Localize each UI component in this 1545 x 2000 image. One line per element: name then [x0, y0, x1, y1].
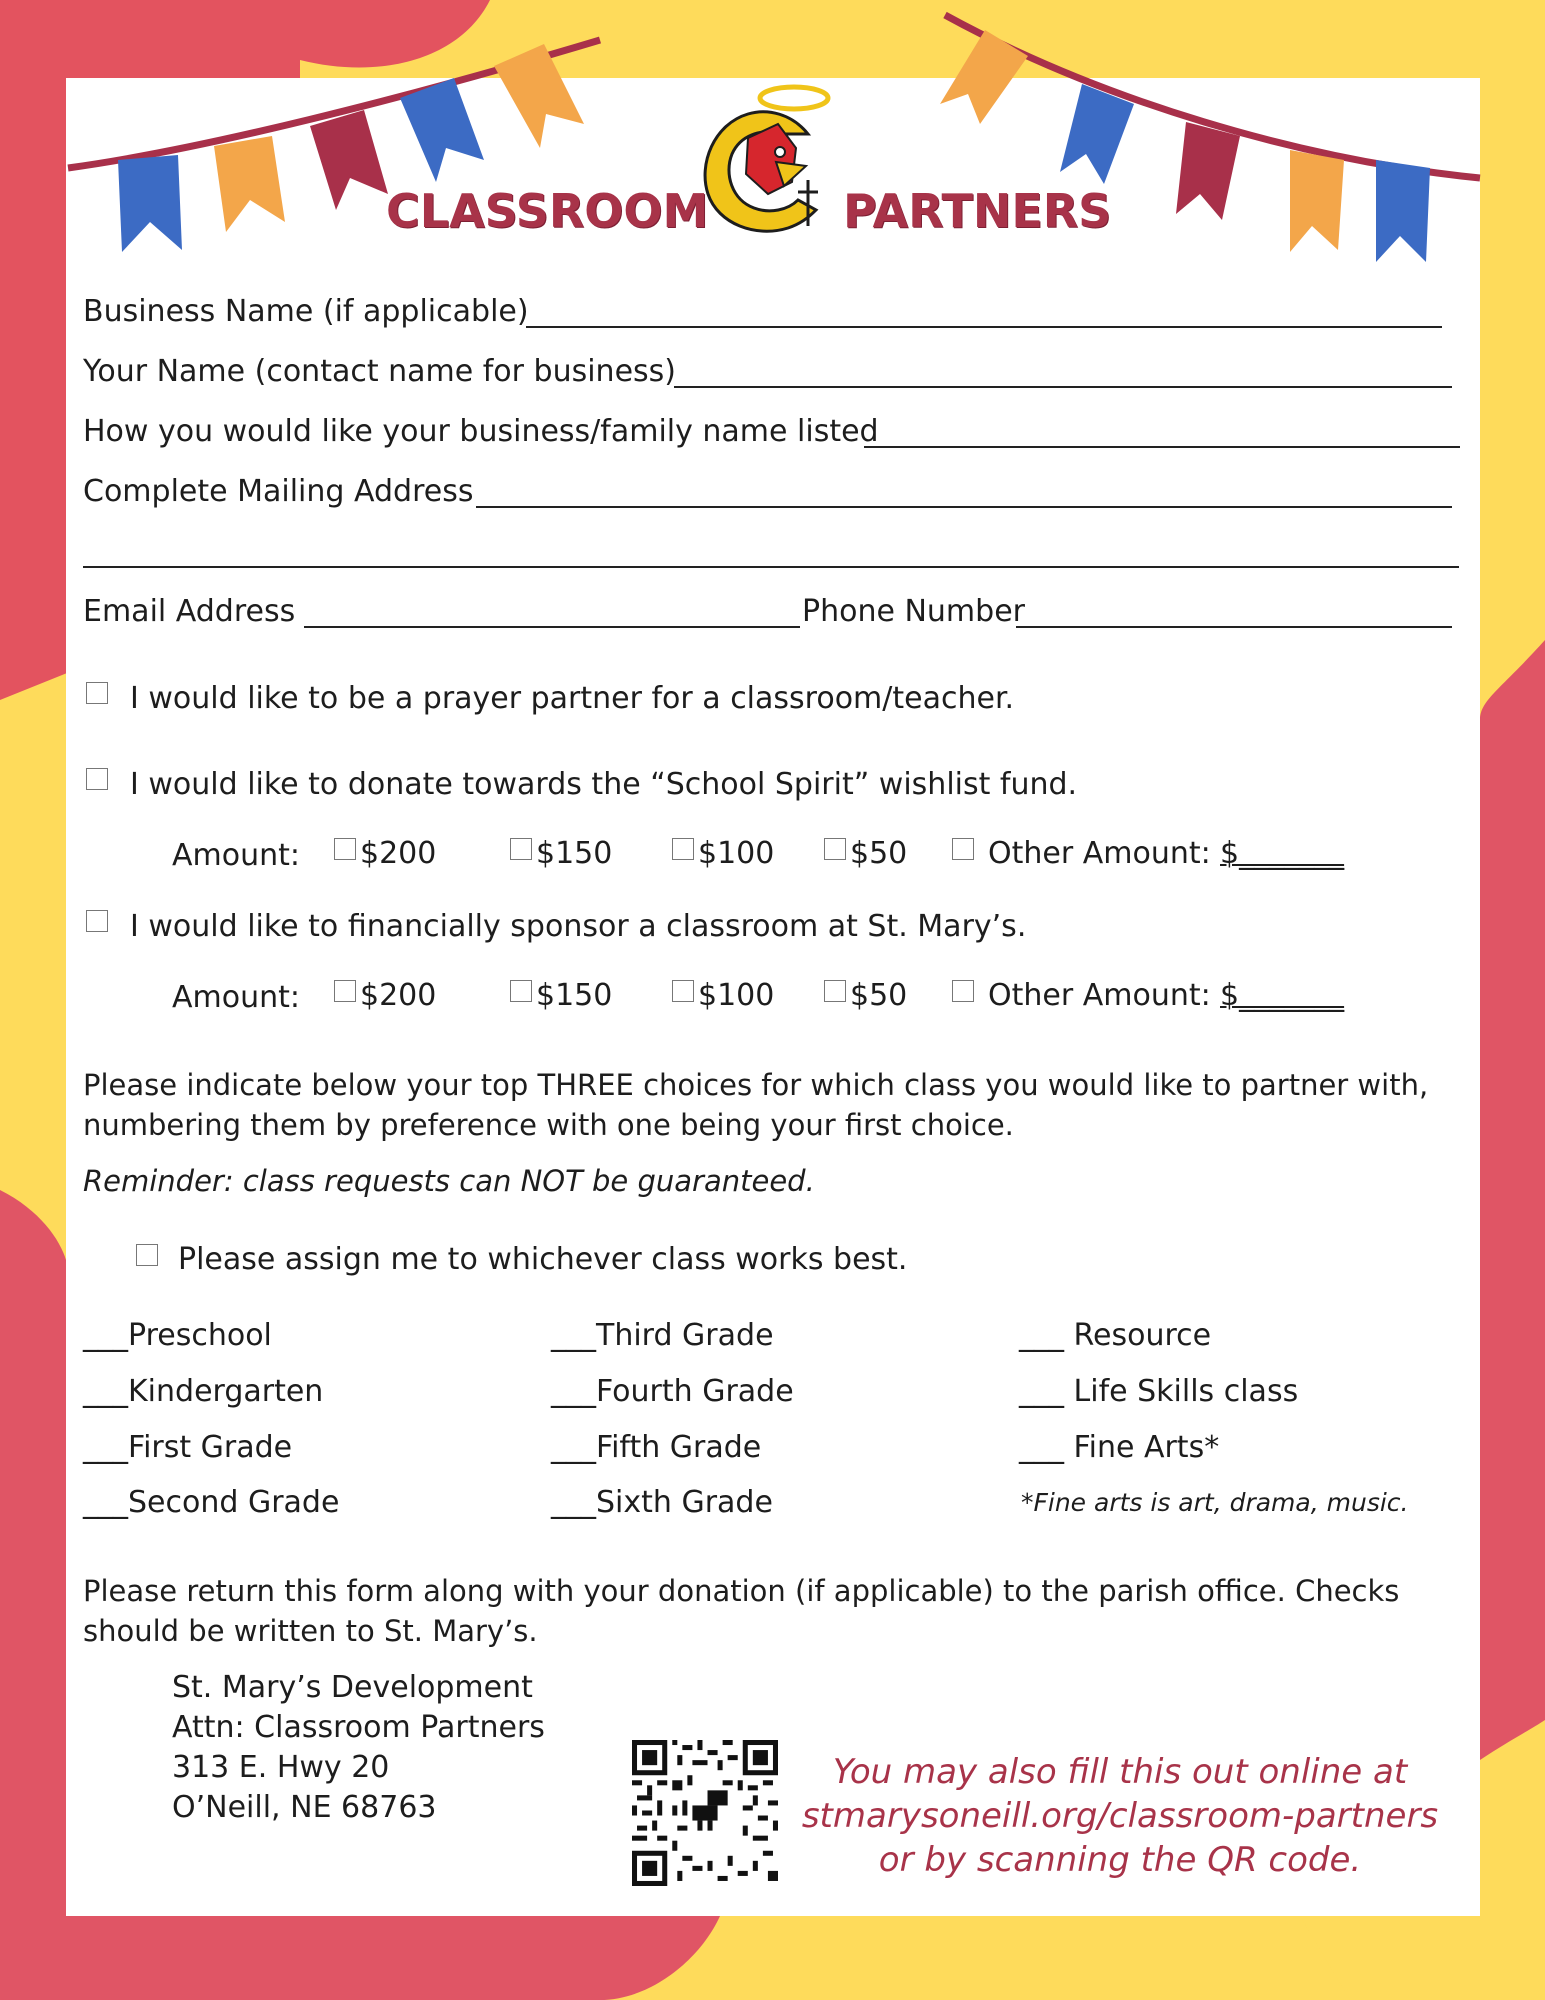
spirit-150-label: $150 — [536, 836, 613, 871]
class-preschool[interactable]: ___Preschool — [83, 1318, 272, 1353]
spirit-other-label: Other Amount: — [988, 836, 1211, 871]
reminder-note: Reminder: class requests can NOT be guaranteed. — [83, 1164, 815, 1198]
business-name-label: Business Name (if applicable) — [83, 294, 529, 329]
spirit-100-label: $100 — [698, 836, 775, 871]
sponsor-100-checkbox[interactable] — [672, 980, 694, 1002]
cardinal-logo — [688, 78, 838, 238]
spirit-other-checkbox[interactable] — [952, 838, 974, 860]
prayer-partner-label: I would like to be a prayer partner for a classroom/teacher. — [130, 681, 1015, 716]
spirit-50-label: $50 — [850, 836, 908, 871]
sponsor-200-label: $200 — [360, 978, 437, 1013]
class-kindergarten[interactable]: ___Kindergarten — [83, 1374, 324, 1409]
mailing-address-field[interactable] — [476, 506, 1452, 508]
sponsor-other-label: Other Amount: — [988, 978, 1211, 1013]
school-spirit-label: I would like to donate towards the “School Spirit” wishlist fund. — [130, 767, 1078, 802]
class-fifth-grade[interactable]: ___Fifth Grade — [551, 1430, 762, 1465]
address-line2: Attn: Classroom Partners — [172, 1710, 545, 1745]
title-partners: PARTNERS — [843, 184, 1112, 238]
sponsor-50-checkbox[interactable] — [824, 980, 846, 1002]
listed-name-field[interactable] — [864, 446, 1460, 448]
sponsor-100-label: $100 — [698, 978, 775, 1013]
spirit-amount-label: Amount: — [172, 838, 300, 873]
assign-any-label: Please assign me to whichever class works best. — [178, 1242, 908, 1277]
spirit-50-checkbox[interactable] — [824, 838, 846, 860]
title-classroom: CLASSROOM — [386, 184, 709, 238]
sponsor-150-checkbox[interactable] — [510, 980, 532, 1002]
address-line4: O’Neill, NE 68763 — [172, 1790, 437, 1825]
sponsor-200-checkbox[interactable] — [334, 980, 356, 1002]
spirit-200-checkbox[interactable] — [334, 838, 356, 860]
mailing-address-label: Complete Mailing Address — [83, 474, 474, 509]
sponsor-amount-label: Amount: — [172, 980, 300, 1015]
return-line2: should be written to St. Mary’s. — [83, 1614, 538, 1648]
prayer-partner-checkbox[interactable] — [86, 682, 108, 704]
class-second-grade[interactable]: ___Second Grade — [83, 1485, 340, 1520]
spirit-150-checkbox[interactable] — [510, 838, 532, 860]
qr-code[interactable] — [632, 1740, 778, 1886]
sponsor-checkbox[interactable] — [86, 910, 108, 932]
sponsor-other-checkbox[interactable] — [952, 980, 974, 1002]
online-line1: You may also fill this out online at — [832, 1752, 1408, 1792]
sponsor-50-label: $50 — [850, 978, 908, 1013]
online-line3: or by scanning the QR code. — [878, 1840, 1362, 1880]
class-life-skills[interactable]: ___ Life Skills class — [1019, 1374, 1299, 1409]
instructions-line1: Please indicate below your top THREE choices for which class you would like to partner with, — [83, 1068, 1429, 1102]
phone-label: Phone Number — [802, 594, 1025, 629]
spirit-200-label: $200 — [360, 836, 437, 871]
assign-any-checkbox[interactable] — [136, 1244, 158, 1266]
class-third-grade[interactable]: ___Third Grade — [551, 1318, 774, 1353]
online-url[interactable]: stmarysoneill.org/classroom-partners — [801, 1796, 1439, 1836]
phone-field[interactable] — [1016, 626, 1452, 628]
sponsor-150-label: $150 — [536, 978, 613, 1013]
sponsor-label: I would like to financially sponsor a classroom at St. Mary’s. — [130, 909, 1027, 944]
class-fine-arts[interactable]: ___ Fine Arts* — [1019, 1430, 1220, 1465]
email-label: Email Address — [83, 594, 296, 629]
email-field[interactable] — [304, 626, 800, 628]
class-resource[interactable]: ___ Resource — [1019, 1318, 1212, 1353]
listed-name-label: How you would like your business/family name listed — [83, 414, 879, 449]
instructions-line2: numbering them by preference with one being your first choice. — [83, 1108, 1014, 1142]
class-first-grade[interactable]: ___First Grade — [83, 1430, 293, 1465]
your-name-field[interactable] — [674, 386, 1452, 388]
class-sixth-grade[interactable]: ___Sixth Grade — [551, 1485, 773, 1520]
spirit-100-checkbox[interactable] — [672, 838, 694, 860]
address-line3: 313 E. Hwy 20 — [172, 1750, 390, 1785]
business-name-field[interactable] — [526, 326, 1442, 328]
mailing-address-field-line2[interactable] — [83, 566, 1459, 568]
spirit-other-amount-field[interactable]: $_______ — [1220, 836, 1345, 871]
school-spirit-checkbox[interactable] — [86, 768, 108, 790]
address-line1: St. Mary’s Development — [172, 1670, 533, 1705]
return-line1: Please return this form along with your donation (if applicable) to the parish office. Checks — [83, 1574, 1400, 1608]
sponsor-other-amount-field[interactable]: $_______ — [1220, 978, 1345, 1013]
class-fourth-grade[interactable]: ___Fourth Grade — [551, 1374, 794, 1409]
fine-arts-footnote: *Fine arts is art, drama, music. — [1021, 1488, 1409, 1517]
your-name-label: Your Name (contact name for business) — [83, 354, 676, 389]
